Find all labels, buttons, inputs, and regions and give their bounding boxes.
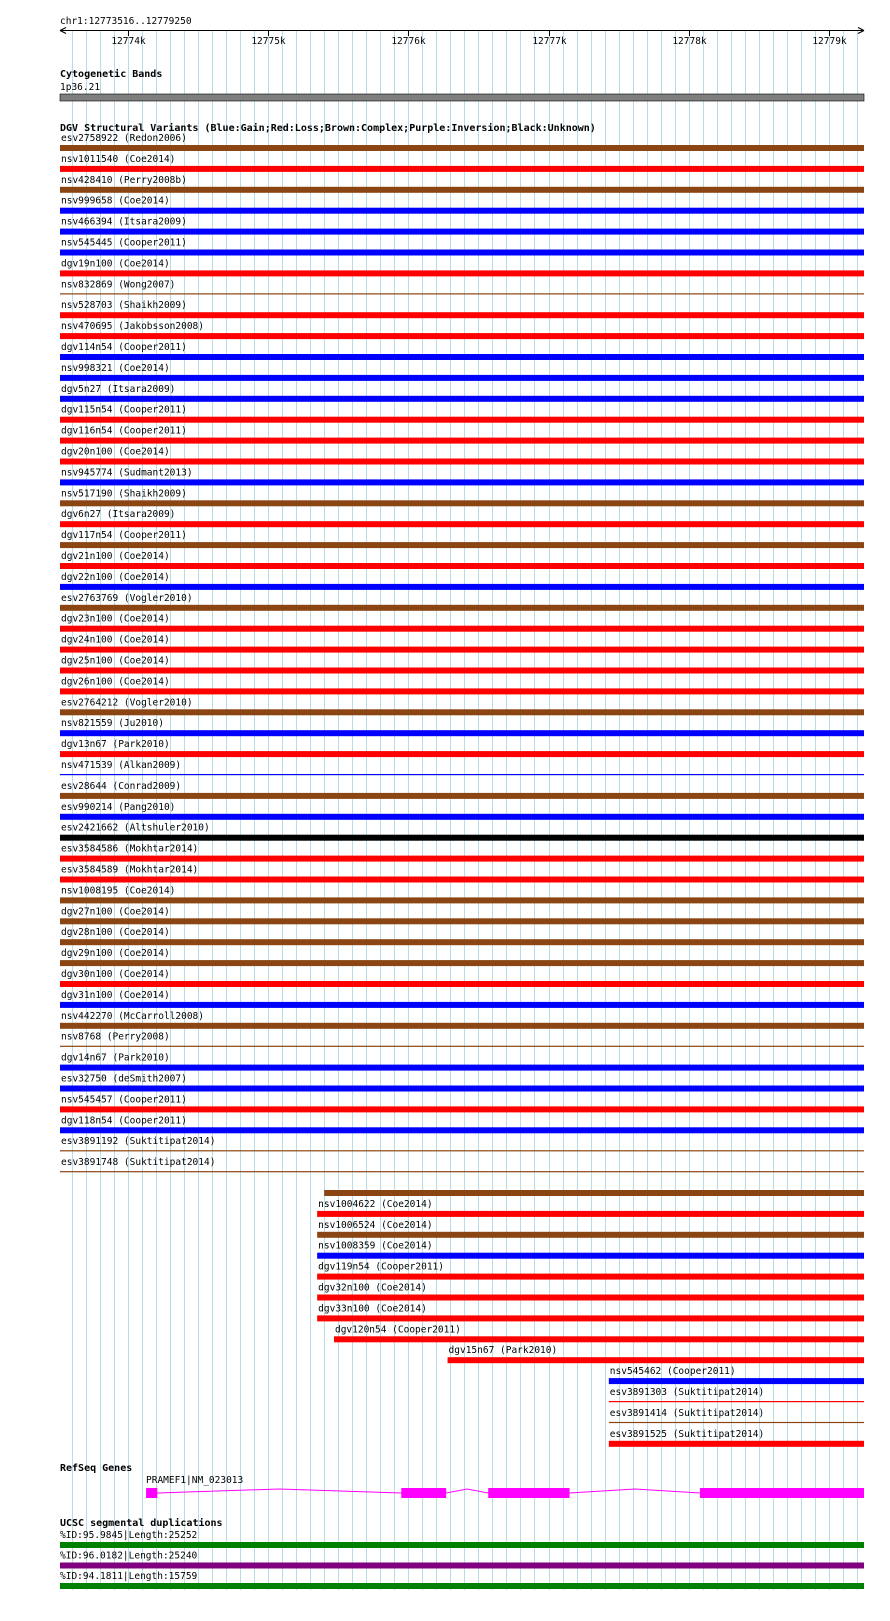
- dgv-variant-label: nsv428410 (Perry2008b): [61, 174, 187, 186]
- dgv-variant[interactable]: [60, 217, 864, 235]
- refseq-track: [60, 1463, 864, 1498]
- dgv-variant-label: dgv14n67 (Park2010): [61, 1052, 170, 1064]
- dgv-variant[interactable]: [60, 865, 864, 883]
- dgv-variant-label: dgv5n27 (Itsara2009): [61, 383, 176, 395]
- cytoband-track[interactable]: [60, 68, 864, 101]
- dgv-variant-bar[interactable]: [60, 521, 864, 527]
- dgv-variant-bar[interactable]: [60, 1106, 864, 1112]
- dgv-variant-label: nsv442270 (McCarroll2008): [61, 1010, 204, 1022]
- dgv-variant[interactable]: [60, 739, 864, 757]
- dgv-variant-label: dgv25n100 (Coe2014): [61, 655, 170, 667]
- dgv-variant-label: nsv1011540 (Coe2014): [61, 153, 176, 165]
- dgv-variant-label: dgv19n100 (Coe2014): [61, 258, 170, 270]
- dgv-variant[interactable]: [609, 1429, 864, 1447]
- dgv-variant-label: dgv115n54 (Cooper2011): [61, 404, 187, 416]
- dgv-variant[interactable]: [317, 1262, 864, 1280]
- dgv-variant-label: esv28644 (Conrad2009): [61, 780, 182, 792]
- segdup-item[interactable]: [60, 1551, 864, 1569]
- dgv-variant-bar[interactable]: [60, 542, 864, 548]
- refseq-exon[interactable]: [700, 1488, 864, 1498]
- dgv-variant[interactable]: [60, 906, 864, 924]
- dgv-variant-bar[interactable]: [317, 1211, 864, 1217]
- dgv-variant-label: dgv20n100 (Coe2014): [61, 446, 170, 458]
- dgv-variant[interactable]: [60, 656, 864, 674]
- dgv-variant-label: esv990214 (Pang2010): [61, 801, 176, 813]
- dgv-variant-bar[interactable]: [60, 774, 864, 775]
- dgv-variant-label: esv2758922 (Redon2006): [61, 133, 187, 144]
- dgv-variant[interactable]: [334, 1324, 864, 1342]
- dgv-variant-bar[interactable]: [317, 1315, 864, 1321]
- dgv-variant-label: nsv1004622 (Coe2014): [318, 1198, 433, 1210]
- dgv-variant-rows: [60, 133, 864, 1447]
- dgv-variant-label: nsv517190 (Shaikh2009): [61, 488, 187, 500]
- dgv-variant-bar[interactable]: [60, 814, 864, 820]
- dgv-variant[interactable]: [60, 154, 864, 172]
- dgv-variant-bar[interactable]: [60, 333, 864, 339]
- dgv-variant-bar[interactable]: [60, 479, 864, 485]
- dgv-variant[interactable]: [60, 990, 864, 1008]
- dgv-variant[interactable]: [60, 614, 864, 632]
- dgv-variant-label: esv32750 (deSmith2007): [61, 1073, 187, 1085]
- dgv-variant[interactable]: [60, 1032, 864, 1047]
- ruler-track: [60, 16, 864, 47]
- dgv-variant-label: dgv6n27 (Itsara2009): [61, 509, 176, 521]
- dgv-variant-label: dgv29n100 (Coe2014): [61, 948, 170, 960]
- dgv-variant-bar[interactable]: [60, 939, 864, 945]
- dgv-variant[interactable]: [60, 1011, 864, 1029]
- dgv-variant-label: dgv117n54 (Cooper2011): [61, 530, 187, 542]
- dgv-variant-bar[interactable]: [60, 1150, 864, 1151]
- segdup-item[interactable]: [60, 1571, 864, 1589]
- dgv-variant-bar[interactable]: [60, 981, 864, 987]
- dgv-variant-bar[interactable]: [60, 960, 864, 966]
- dgv-variant-bar[interactable]: [60, 688, 864, 694]
- dgv-variant-bar[interactable]: [60, 877, 864, 883]
- dgv-variant[interactable]: [317, 1241, 864, 1259]
- dgv-variant[interactable]: [60, 593, 864, 611]
- dgv-variant[interactable]: [60, 697, 864, 715]
- dgv-variant-bar[interactable]: [60, 417, 864, 423]
- dgv-variant-bar[interactable]: [60, 354, 864, 360]
- ruler-tick-label: 12779k: [812, 36, 847, 47]
- dgv-variant-label: nsv821559 (Ju2010): [61, 718, 164, 730]
- dgv-variant-bar[interactable]: [60, 793, 864, 799]
- dgv-variant-label: esv3891303 (Suktitipat2014): [609, 1387, 765, 1398]
- dgv-variant[interactable]: [60, 1094, 864, 1112]
- dgv-variant[interactable]: [60, 948, 864, 966]
- dgv-variant-bar[interactable]: [60, 1002, 864, 1008]
- dgv-variant[interactable]: [60, 760, 864, 775]
- dgv-variant-label: dgv22n100 (Coe2014): [61, 571, 170, 583]
- dgv-variant-bar[interactable]: [60, 584, 864, 590]
- dgv-variant-bar[interactable]: [60, 835, 864, 841]
- refseq-gene-label: PRAMEF1|NM_023013: [146, 1475, 244, 1486]
- dgv-variant-bar[interactable]: [60, 647, 864, 653]
- dgv-variant-label: nsv1008195 (Coe2014): [61, 885, 176, 897]
- dgv-variant-label: esv3584586 (Mokhtar2014): [61, 843, 199, 855]
- dgv-variant[interactable]: [60, 1074, 864, 1092]
- dgv-variant-bar[interactable]: [60, 856, 864, 862]
- dgv-variant-label: dgv116n54 (Cooper2011): [61, 425, 187, 437]
- dgv-variant[interactable]: [60, 823, 864, 841]
- dgv-variant[interactable]: [60, 1115, 864, 1133]
- segdup-label: %ID:96.0182|Length:25240: [60, 1550, 198, 1562]
- dgv-variant-label: dgv120n54 (Cooper2011): [334, 1324, 461, 1336]
- dgv-variant-label: nsv470695 (Jakobsson2008): [61, 321, 204, 333]
- dgv-variant-bar[interactable]: [60, 375, 864, 381]
- dgv-variant-label: esv3584589 (Mokhtar2014): [61, 864, 199, 876]
- dgv-variant-label: dgv31n100 (Coe2014): [61, 989, 170, 1001]
- dgv-variant[interactable]: [60, 384, 864, 402]
- dgv-variant-label: nsv545457 (Cooper2011): [61, 1094, 187, 1106]
- dgv-variant-label: esv2421662 (Altshuler2010): [61, 822, 210, 834]
- dgv-variant[interactable]: [60, 467, 864, 485]
- dgv-track-title: DGV Structural Variants (Blue:Gain;Red:Loss;Brown:Complex;Purple:Inversion;Black:Unknown): [60, 123, 596, 134]
- refseq-exon[interactable]: [401, 1488, 446, 1498]
- dgv-variant-label: dgv15n67 (Park2010): [448, 1345, 558, 1357]
- ruler-tick-label: 12774k: [111, 36, 146, 47]
- dgv-variant[interactable]: [60, 175, 864, 193]
- dgv-variant-bar[interactable]: [60, 312, 864, 318]
- dgv-variant-bar[interactable]: [60, 1065, 864, 1071]
- dgv-variant[interactable]: [60, 718, 864, 736]
- dgv-variant-label: nsv471539 (Alkan2009): [61, 760, 182, 771]
- segdup-track-title: UCSC segmental duplications: [60, 1518, 223, 1529]
- segdup-track: [60, 1517, 864, 1589]
- dgv-variant[interactable]: [60, 676, 864, 694]
- dgv-variant[interactable]: [60, 300, 864, 318]
- dgv-variant[interactable]: [60, 844, 864, 862]
- dgv-variant-label: nsv945774 (Sudmant2013): [61, 467, 193, 479]
- dgv-variant-bar[interactable]: [60, 500, 864, 506]
- segdup-bar[interactable]: [60, 1583, 864, 1589]
- dgv-track: [60, 122, 864, 1447]
- dgv-variant[interactable]: [60, 969, 864, 987]
- dgv-variant-label: nsv832869 (Wong2007): [61, 279, 176, 291]
- ruler-tick-label: 12775k: [251, 36, 286, 47]
- dgv-variant[interactable]: [60, 1157, 864, 1172]
- dgv-variant-bar[interactable]: [60, 897, 864, 903]
- dgv-variant-bar[interactable]: [60, 145, 864, 151]
- dgv-variant-bar[interactable]: [60, 1127, 864, 1133]
- dgv-variant-label: nsv545462 (Cooper2011): [609, 1366, 736, 1378]
- dgv-variant[interactable]: [60, 530, 864, 548]
- dgv-variant-bar[interactable]: [60, 1086, 864, 1092]
- dgv-variant[interactable]: [60, 279, 864, 294]
- dgv-variant[interactable]: [317, 1220, 864, 1238]
- dgv-variant-label: nsv466394 (Itsara2009): [61, 216, 187, 228]
- refseq-gene-model[interactable]: [146, 1488, 864, 1498]
- dgv-variant-bar[interactable]: [60, 563, 864, 569]
- segdup-rows: [60, 1530, 864, 1589]
- dgv-variant-bar[interactable]: [60, 293, 864, 294]
- dgv-variant-bar[interactable]: [60, 730, 864, 736]
- dgv-variant-bar[interactable]: [609, 1441, 864, 1447]
- dgv-variant-label: dgv28n100 (Coe2014): [61, 927, 170, 939]
- segdup-bar[interactable]: [60, 1542, 864, 1548]
- dgv-variant-bar[interactable]: [60, 438, 864, 444]
- dgv-variant-label: dgv13n67 (Park2010): [61, 739, 170, 751]
- dgv-variant[interactable]: [317, 1303, 864, 1321]
- dgv-variant-bar[interactable]: [60, 250, 864, 256]
- dgv-variant-label: esv2763769 (Vogler2010): [61, 592, 193, 604]
- dgv-variant-bar[interactable]: [60, 229, 864, 235]
- dgv-variant-bar[interactable]: [317, 1274, 864, 1280]
- dgv-variant[interactable]: [60, 238, 864, 256]
- dgv-variant-label: dgv24n100 (Coe2014): [61, 634, 170, 646]
- dgv-variant[interactable]: [60, 405, 864, 423]
- dgv-variant-bar[interactable]: [317, 1232, 864, 1238]
- dgv-variant-label: dgv26n100 (Coe2014): [61, 676, 170, 688]
- dgv-variant[interactable]: [60, 1136, 864, 1151]
- dgv-variant[interactable]: [60, 572, 864, 590]
- dgv-variant[interactable]: [60, 509, 864, 527]
- ruler-ticks: [111, 30, 847, 47]
- dgv-variant[interactable]: [60, 885, 864, 903]
- dgv-variant-label: nsv528703 (Shaikh2009): [61, 300, 187, 312]
- dgv-variant-label: esv3891525 (Suktitipat2014): [609, 1428, 765, 1440]
- cytoband-label: 1p36.21: [60, 82, 101, 93]
- dgv-variant-label: nsv999658 (Coe2014): [61, 195, 170, 207]
- dgv-variant[interactable]: [324, 1190, 864, 1196]
- segdup-label: %ID:94.1811|Length:15759: [60, 1571, 198, 1582]
- dgv-variant-bar[interactable]: [60, 187, 864, 193]
- dgv-variant[interactable]: [609, 1366, 864, 1384]
- dgv-variant-bar[interactable]: [334, 1336, 864, 1342]
- refseq-exon[interactable]: [488, 1488, 569, 1498]
- dgv-variant-label: nsv545445 (Cooper2011): [61, 237, 187, 249]
- dgv-variant[interactable]: [60, 342, 864, 360]
- dgv-variant-bar[interactable]: [317, 1253, 864, 1259]
- dgv-variant[interactable]: [60, 781, 864, 799]
- dgv-variant-bar[interactable]: [60, 605, 864, 611]
- segdup-item[interactable]: [60, 1530, 864, 1548]
- dgv-variant-label: nsv8768 (Perry2008): [61, 1031, 170, 1043]
- dgv-variant[interactable]: [60, 363, 864, 381]
- dgv-variant-bar[interactable]: [324, 1190, 864, 1196]
- dgv-variant[interactable]: [60, 196, 864, 214]
- dgv-variant-bar[interactable]: [60, 1023, 864, 1029]
- dgv-variant-bar[interactable]: [60, 1046, 864, 1047]
- dgv-variant[interactable]: [60, 133, 864, 151]
- segdup-bar[interactable]: [60, 1563, 864, 1569]
- dgv-variant-label: dgv27n100 (Coe2014): [61, 906, 170, 918]
- dgv-variant-bar[interactable]: [609, 1422, 864, 1423]
- dgv-variant-label: dgv114n54 (Cooper2011): [61, 342, 187, 353]
- dgv-variant[interactable]: [60, 1053, 864, 1071]
- dgv-variant-label: esv3891192 (Suktitipat2014): [61, 1136, 216, 1148]
- ruler-tick-label: 12776k: [391, 36, 426, 47]
- dgv-variant-bar[interactable]: [60, 270, 864, 276]
- dgv-variant-bar[interactable]: [609, 1401, 864, 1402]
- dgv-variant-label: nsv1006524 (Coe2014): [318, 1219, 433, 1231]
- dgv-variant-bar[interactable]: [60, 459, 864, 465]
- cytoband-track-title: Cytogenetic Bands: [60, 69, 163, 80]
- dgv-variant-label: esv3891748 (Suktitipat2014): [61, 1157, 216, 1169]
- dgv-variant-bar[interactable]: [60, 751, 864, 757]
- dgv-variant-bar[interactable]: [60, 396, 864, 402]
- dgv-variant-bar[interactable]: [60, 1171, 864, 1172]
- refseq-track-title: RefSeq Genes: [60, 1463, 133, 1474]
- dgv-variant[interactable]: [60, 551, 864, 569]
- dgv-variant[interactable]: [60, 802, 864, 820]
- dgv-variant[interactable]: [60, 321, 864, 339]
- dgv-variant[interactable]: [60, 447, 864, 465]
- dgv-variant-label: dgv23n100 (Coe2014): [61, 613, 170, 625]
- dgv-variant-label: esv2764212 (Vogler2010): [61, 697, 193, 709]
- cytoband-bar[interactable]: [60, 94, 864, 101]
- dgv-variant-bar[interactable]: [448, 1357, 864, 1363]
- dgv-variant-label: dgv118n54 (Cooper2011): [61, 1115, 187, 1127]
- dgv-variant-label: dgv32n100 (Coe2014): [318, 1282, 427, 1294]
- ruler-position-label: chr1:12773516..12779250: [60, 16, 192, 27]
- segdup-label: %ID:95.9845|Length:25252: [60, 1530, 198, 1541]
- ruler-tick-label: 12777k: [532, 36, 567, 47]
- dgv-variant-bar[interactable]: [60, 709, 864, 715]
- dgv-variant-bar[interactable]: [609, 1378, 864, 1384]
- dgv-variant[interactable]: [317, 1199, 864, 1217]
- dgv-variant[interactable]: [60, 258, 864, 276]
- dgv-variant-label: nsv998321 (Coe2014): [61, 362, 170, 374]
- dgv-variant-bar[interactable]: [317, 1295, 864, 1301]
- dgv-variant-label: dgv30n100 (Coe2014): [61, 969, 170, 980]
- dgv-variant-bar[interactable]: [60, 166, 864, 172]
- dgv-variant-bar[interactable]: [60, 668, 864, 674]
- dgv-variant[interactable]: [60, 488, 864, 506]
- dgv-variant[interactable]: [60, 635, 864, 653]
- dgv-variant[interactable]: [60, 927, 864, 945]
- dgv-variant[interactable]: [60, 426, 864, 444]
- dgv-variant-label: nsv1008359 (Coe2014): [318, 1240, 433, 1252]
- dgv-variant-label: dgv21n100 (Coe2014): [61, 551, 170, 562]
- dgv-variant-label: dgv119n54 (Cooper2011): [318, 1261, 445, 1273]
- dgv-variant-bar[interactable]: [60, 208, 864, 214]
- dgv-variant[interactable]: [317, 1283, 864, 1301]
- dgv-variant-label: esv3891414 (Suktitipat2014): [609, 1407, 765, 1419]
- refseq-exon[interactable]: [146, 1488, 157, 1498]
- dgv-variant-bar[interactable]: [60, 918, 864, 924]
- dgv-variant-bar[interactable]: [60, 626, 864, 632]
- ruler-tick-label: 12778k: [672, 36, 707, 47]
- dgv-variant-label: dgv33n100 (Coe2014): [318, 1303, 427, 1315]
